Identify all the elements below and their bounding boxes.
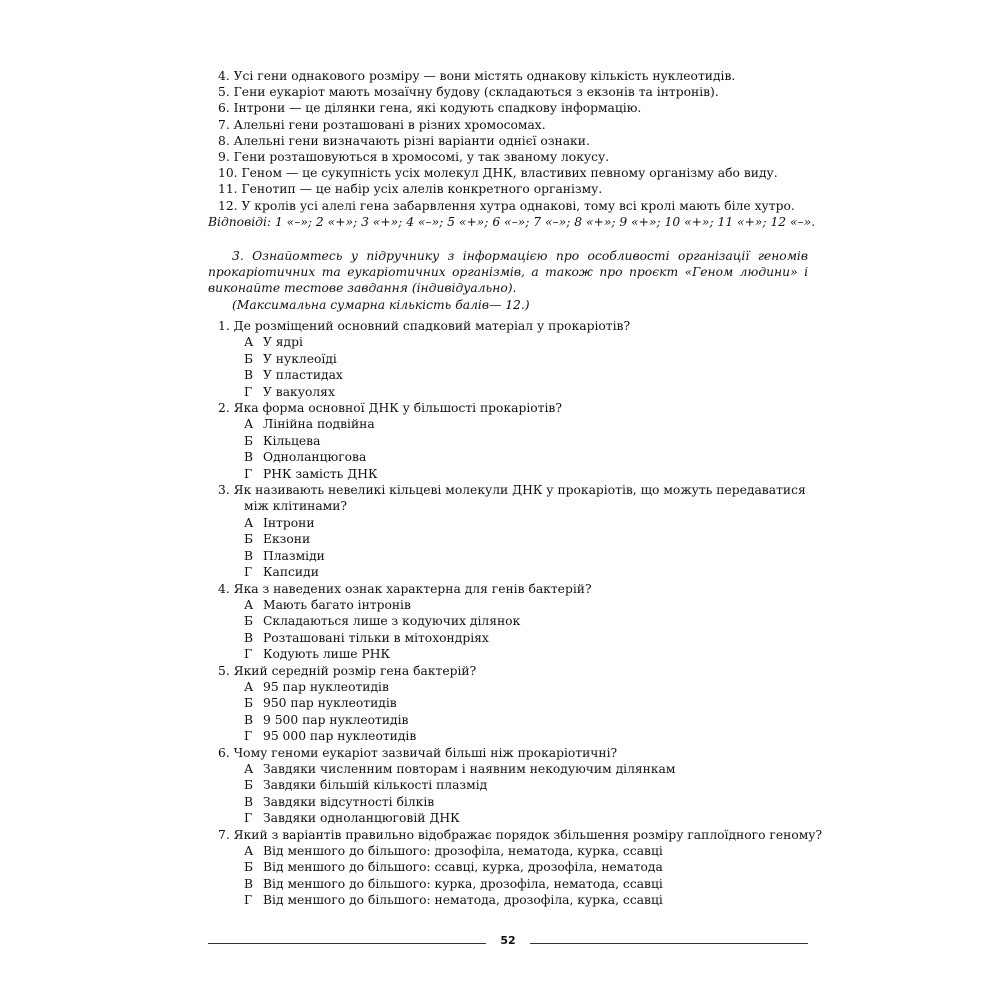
answer-option [218,712,808,728]
option-text: Кільцева [263,433,321,448]
statement-number: 7. [218,117,230,132]
option-text: 95 пар нуклеотидів [263,679,389,694]
answer-option [218,679,808,695]
question-line [218,827,823,843]
option-letter: А [244,844,254,858]
option-text: Розташовані тільки в мітохондріях [263,630,489,645]
option-text: 95 000 пар нуклеотидів [263,729,417,744]
statements-list [208,68,816,230]
option-text: 950 пар нуклеотидів [263,696,397,711]
answer-option [218,515,808,531]
statement-item [208,68,808,84]
option-letter: Б [244,351,254,366]
answer-option [218,466,808,482]
question-line [218,663,808,679]
option-text: У ядрі [263,335,303,350]
option-text: Плазміди [263,548,325,563]
option-letter: А [244,417,254,432]
statement-text: У кролів усі алелі гена забарвлення хутра однакові, тому всі кролі мають біле хутро. [241,198,795,213]
question-line [218,482,808,498]
statement-item [208,84,808,100]
option-letter: Г [244,647,253,662]
statement-text: Алельні гени розташовані в різних хромосомах. [233,117,546,132]
option-text: У пластидах [263,368,343,383]
answer-option [218,384,808,400]
option-letter: А [244,761,254,776]
option-letter: Б [244,614,254,629]
statement-item [208,165,808,181]
statement-number: 4. [218,69,230,83]
question-number: 4. [218,581,230,596]
option-text: Від меншого до більшого: дрозофіла, нематода, курка, ссавці [263,844,663,858]
option-letter: В [244,450,254,465]
option-letter: Г [244,811,253,826]
option-letter: В [244,876,254,891]
option-text: Завдяки одноланцюговій ДНК [263,811,460,826]
question-number: 5. [218,663,230,678]
option-text: Капсиди [263,565,319,580]
answer-option [218,630,808,646]
statement-text: Інтрони — це ділянки гена, які кодують спадкову інформацію. [233,101,642,116]
answer-option [218,794,808,810]
option-letter: В [244,712,254,727]
option-letter: А [244,597,254,612]
answer-option [218,777,808,793]
option-text: Завдяки більшій кількості плазмід [263,778,488,793]
answer-option [218,449,808,465]
question-item [208,581,808,663]
question-line [218,581,808,597]
question-item [208,482,808,580]
option-text: Інтрони [263,515,315,530]
question-text: Де розміщений основний спадковий матеріал у прокаріотів? [233,319,631,333]
answers-line: Відповіді: 1 «–»; 2 «+»; 3 «+»; 4 «–»; 5 «+»; 6 «–»; 7 «–»; 8 «+»; 9 «+»; 10 «+»; 11 «+»; 12 «–». [208,214,816,229]
answer-option [218,548,808,564]
option-letter: Г [244,565,253,580]
statement-text: Генотип — це набір усіх алелів конкретного організму. [241,182,603,197]
statement-text: Гени розташовуються в хромосомі, у так званому локусу. [233,150,610,165]
statement-item [208,100,808,116]
answer-option [218,334,808,350]
page-footer [208,934,808,954]
statement-item [208,181,808,197]
option-text: РНК замість ДНК [263,466,378,481]
question-number: 2. [218,401,230,416]
question-number: 7. [218,827,230,842]
option-letter: А [244,515,254,530]
answer-option [218,613,808,629]
statement-text: Алельні гени визначають різні варіанти однієї ознаки. [233,133,590,148]
option-letter: Б [244,696,254,711]
option-letter: Б [244,433,254,448]
footer-rule-right [530,943,808,944]
option-text: Одноланцюгова [263,450,367,465]
option-letter: Г [244,893,253,908]
statement-item [208,133,808,149]
answer-option [218,564,808,580]
question-line [218,400,808,416]
questions-list [208,318,823,909]
option-letter: В [244,368,254,383]
option-text: Від меншого до більшого: ссавці, курка, дрозофіла, нематода [263,860,663,875]
answer-option [218,433,808,449]
option-text: Кодують лише РНК [263,647,390,662]
answer-option [218,876,808,892]
option-letter: Б [244,778,254,793]
option-text: Мають багато інтронів [263,597,411,612]
question-text: Яка з наведених ознак характерна для генів бактерій? [233,581,592,596]
option-letter: А [244,335,254,350]
option-letter: Б [244,532,254,547]
statement-text: Геном — це сукупність усіх молекул ДНК, властивих певному організму або виду. [241,166,778,181]
question-text-continued: між клітинами? [244,499,348,514]
option-letter: В [244,548,254,563]
question-text: Який середній розмір гена бактерій? [233,663,477,678]
statement-item [208,117,808,133]
answer-option [218,531,808,547]
question-line [218,318,808,334]
option-text: Складаються лише з кодуючих ділянок [263,614,521,629]
answer-option [218,416,808,432]
statement-number: 12. [218,198,238,213]
question-text: Яка форма основної ДНК у більшості прокаріотів? [233,401,562,416]
task-3 [208,248,808,313]
option-letter: В [244,794,254,809]
answer-option [218,892,808,908]
option-text: У нуклеоїді [263,351,337,366]
answer-option [218,859,808,875]
answer-option [218,843,808,859]
question-number: 1. [218,319,230,333]
option-text: Завдяки численним повторам і наявним некодуючим ділянкам [263,761,676,776]
question-line [218,745,808,761]
answer-option [218,367,808,383]
statement-number: 10. [218,166,238,181]
statement-number: 9. [218,150,230,165]
statement-number: 5. [218,85,230,100]
answer-option [218,597,808,613]
page-number: 52 [500,934,516,947]
question-item [208,827,823,909]
question-number: 3. [218,483,230,498]
answer-option [218,695,808,711]
statement-text: Усі гени однакового розміру — вони містять однакову кількість нуклеотидів. [233,69,736,83]
option-letter: Б [244,860,254,875]
question-number: 6. [218,745,230,760]
task-intro: 3. Ознайомтесь у підручнику з інформацією про особливості організації геномів прокаріотичних та еукаріотичних організмів, а також про проєкт «Геном людини» і виконайте тестове завдання (індивідуально). [208,249,808,296]
question-text: Який з варіантів правильно відображає порядок збільшення розміру гаплоїдного геному? [233,827,823,842]
option-text: Від меншого до більшого: курка, дрозофіла, нематода, ссавці [263,876,663,891]
question-text: Чому геноми еукаріот зазвичай більші ніж прокаріотичні? [233,745,618,760]
answer-option [218,646,808,662]
answer-option [218,351,808,367]
statement-number: 8. [218,133,230,148]
answer-option [218,728,808,744]
question-item [208,318,808,400]
option-text: Від меншого до більшого: нематода, дрозофіла, курка, ссавці [263,893,663,908]
statement-number: 11. [218,182,238,197]
statement-text: Гени еукаріот мають мозаїчну будову (складаються з екзонів та інтронів). [233,85,719,100]
option-text: Екзони [263,532,311,547]
option-text: 9 500 пар нуклеотидів [263,712,409,727]
question-text: Як називають невеликі кільцеві молекули ДНК у прокаріотів, що можуть передаватися [233,483,806,498]
option-text: У вакуолях [263,384,335,399]
option-letter: В [244,630,254,645]
statement-item [208,149,808,165]
statement-number: 6. [218,101,230,116]
question-item [208,745,808,827]
question-item [208,663,808,745]
answer-option [218,810,808,826]
option-letter: Г [244,384,253,399]
answer-option [218,761,808,777]
task-points: (Максимальна сумарна кількість балів— 12.) [232,297,530,312]
question-item [208,400,808,482]
option-letter: Г [244,729,253,744]
footer-rule-left [208,943,486,944]
option-letter: Г [244,466,253,481]
option-letter: А [244,679,254,694]
option-text: Лінійна подвійна [263,417,375,432]
option-text: Завдяки відсутності білків [263,794,435,809]
statement-item [208,198,808,214]
